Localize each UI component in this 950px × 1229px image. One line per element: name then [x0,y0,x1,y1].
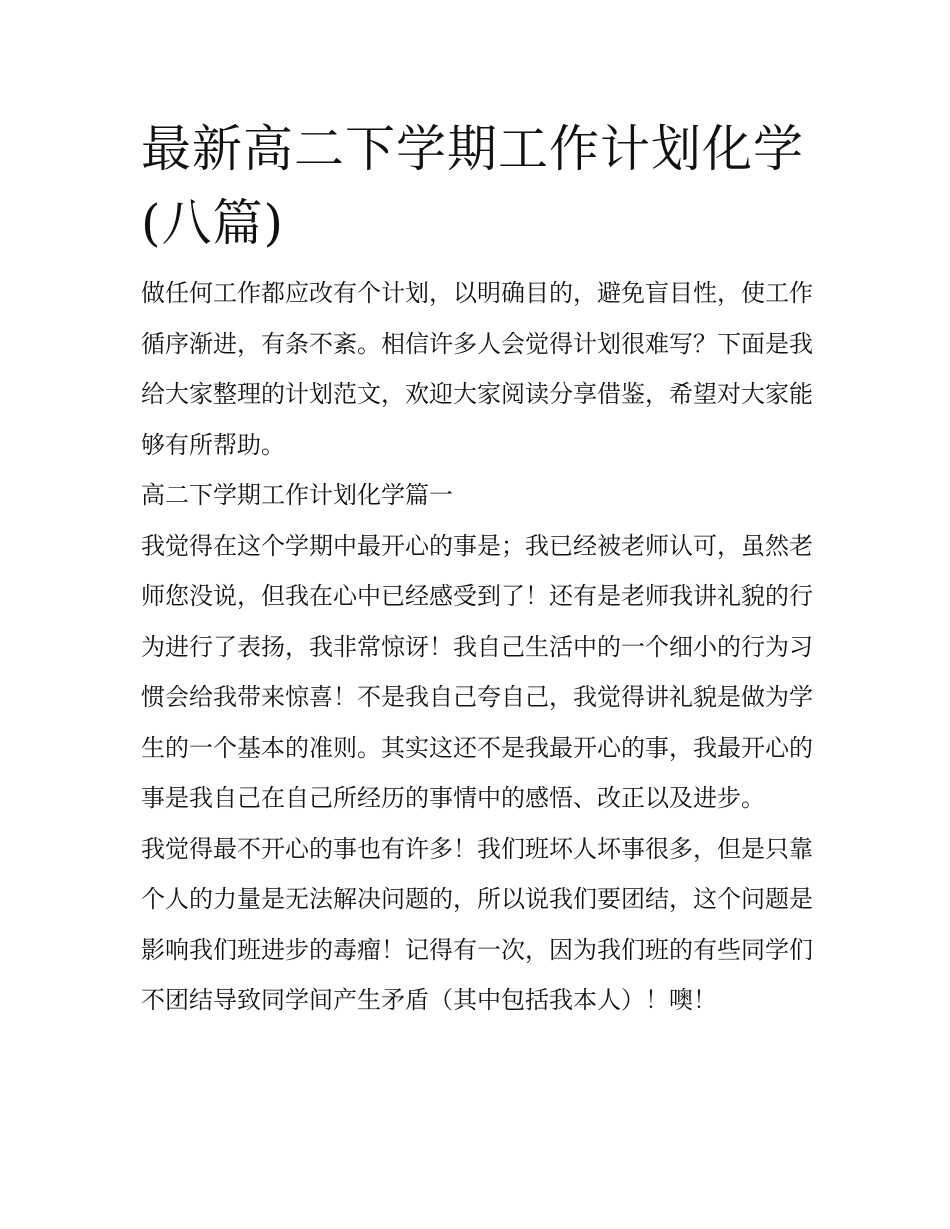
document-body [141,112,813,1026]
body-paragraph: 我觉得最不开心的事也有许多！我们班坏人坏事很多，但是只靠个人的力量是无法解决问题的，所以说我们要团结，这个问题是影响我们班进步的毒瘤！记得有一次，因为我们班的有些同学们不团结导致同学间产生矛盾（其中包括我本人）！噢！ [141,834,813,1014]
section-heading: 高二下学期工作计划化学篇一 [141,481,453,509]
body-paragraph: 我觉得在这个学期中最开心的事是；我已经被老师认可，虽然老师您没说，但我在心中已经感受到了！还有是老师我讲礼貌的行为进行了表扬，我非常惊讶！我自己生活中的一个细小的行为习惯会给我带来惊喜！不是我自己夸自己，我觉得讲礼貌是做为学生的一个基本的准则。其实这还不是我最开心的事，我最开心的事是我自己在自己所经历的事情中的感悟、改正以及进步。 [141,531,813,812]
intro-paragraph: 做任何工作都应改有个计划，以明确目的，避免盲目性，使工作循序渐进，有条不紊。相信许多人会觉得计划很难写？下面是我给大家整理的计划范文，欢迎大家阅读分享借鉴，希望对大家能够有所帮助。 [141,279,813,459]
document-title: 最新高二下学期工作计划化学(八篇) [141,120,804,252]
